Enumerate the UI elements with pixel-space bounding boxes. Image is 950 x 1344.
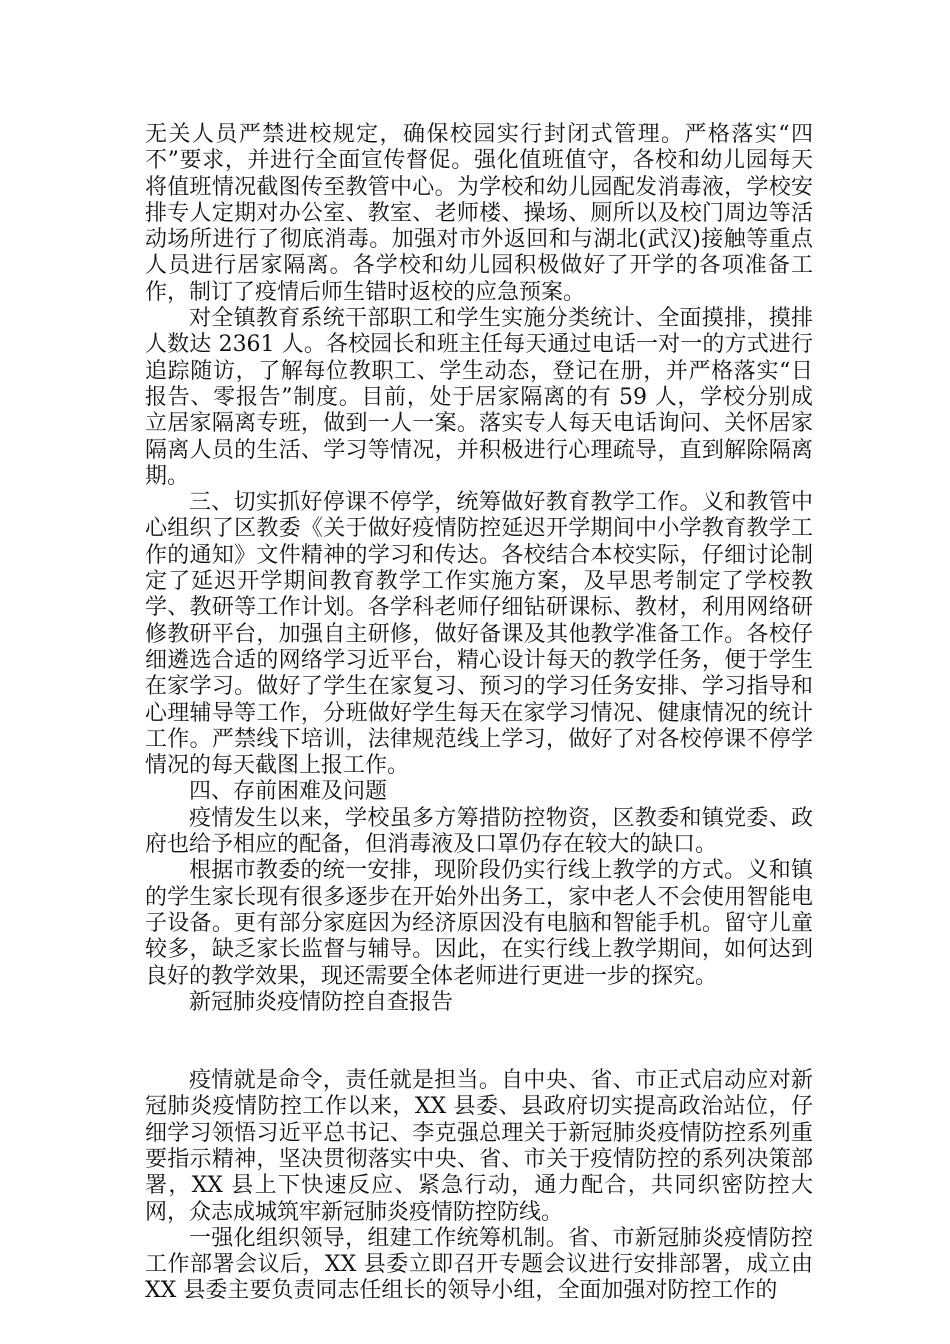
blank-gap — [145, 1016, 813, 1068]
paragraph-supplies-shortage: 疫情发生以来，学校虽多方筹措防控物资，区教委和镇党委、政府也给予相应的配备，但消毒液及口罩仍存在较大的缺口。 — [145, 805, 813, 858]
paragraph-section-three: 三、切实抓好停课不停学，统筹做好教育教学工作。义和教管中心组织了区教委《关于做好疫情防控延迟开学期间中小学教育教学工作的通知》文件精神的学习和传达。各校结合本校实际，仔细讨论制定了延迟开学期间教育教学工作实施方案，及早思考制定了学校教学、教研等工作计划。各学科老师仔细钻研课标、教材，利用网络研修教研平台，加强自主研修，做好备课及其他教学准备工作。各校仔细遴选合适的网络学习近平台，精心设计每天的教学任务，便于学生在家学习。做好了学生在家复习、预习的学习任务安排、学习指导和心理辅导等工作，分班做好学生每天在家学习情况、健康情况的统计工作。严禁线下培训，法律规范线上学习，做好了对各校停课不停学情况的每天截图上报工作。 — [145, 490, 813, 779]
paragraph-organization-leadership: 一强化组织领导，组建工作统筹机制。省、市新冠肺炎疫情防控工作部署会议后，XX 县委立即召开专题会议进行安排部署，成立由 XX 县委主要负责同志任组长的领导小组，全面加强对防控工作的 — [145, 1225, 813, 1304]
report-title: 新冠肺炎疫情防控自查报告 — [189, 989, 454, 1015]
paragraph-report-intro: 疫情就是命令，责任就是担当。自中央、省、市正式启动应对新冠肺炎疫情防控工作以来，XX 县委、县政府切实提高政治站位，仔细学习领悟习近平总书记、李克强总理关于新冠肺炎疫情防控系列重要指示精神，坚决贯彻落实中央、省、市关于疫情防控的系列决策部署，XX 县上下快速反应、紧急行动，通力配合，共同织密防控大网，众志成城筑牢新冠肺炎疫情防控防线。 — [145, 1068, 813, 1225]
heading-section-four: 四、存前困难及问题 — [189, 779, 388, 805]
paragraph-campus-closure: 无关人员严禁进校规定，确保校园实行封闭式管理。严格落实“四不”要求，并进行全面宣传督促。强化值班值守，各校和幼儿园每天将值班情况截图传至教管中心。为学校和幼儿园配发消毒液，学校安排专人定期对办公室、教室、老师楼、操场、厕所以及校门周边等活动场所进行了彻底消毒。加强对市外返回和与湖北(武汉)接触等重点人员进行居家隔离。各学校和幼儿园积极做好了开学的各项准备工作，制订了疫情后师生错时返校的应急预案。 — [145, 122, 813, 305]
paragraph-staff-screening: 对全镇教育系统干部职工和学生实施分类统计、全面摸排，摸排人数达 2361 人。各校园长和班主任每天通过电话一对一的方式进行追踪随访，了解每位教职工、学生动态，登记在册，并严格落实“日报告、零报告”制度。目前，处于居家隔离的有 59 人，学校分别成立居家隔离专班，做到一人一案。落实专人每天电话询问、关怀居家隔离人员的生活、学习等情况，并积极进行心理疏导，直到解除隔离期。 — [145, 306, 813, 489]
paragraph-online-teaching: 根据市教委的统一安排，现阶段仍实行线上教学的方式。义和镇的学生家长现有很多逐步在开始外出务工，家中老人不会使用智能电子设备。更有部分家庭因为经济原因没有电脑和智能手机。留守儿童较多，缺乏家长监督与辅导。因此，在实行线上教学期间，如何达到良好的教学效果，现还需要全体老师进行更进一步的探究。 — [145, 858, 813, 989]
document-body — [145, 122, 813, 1305]
